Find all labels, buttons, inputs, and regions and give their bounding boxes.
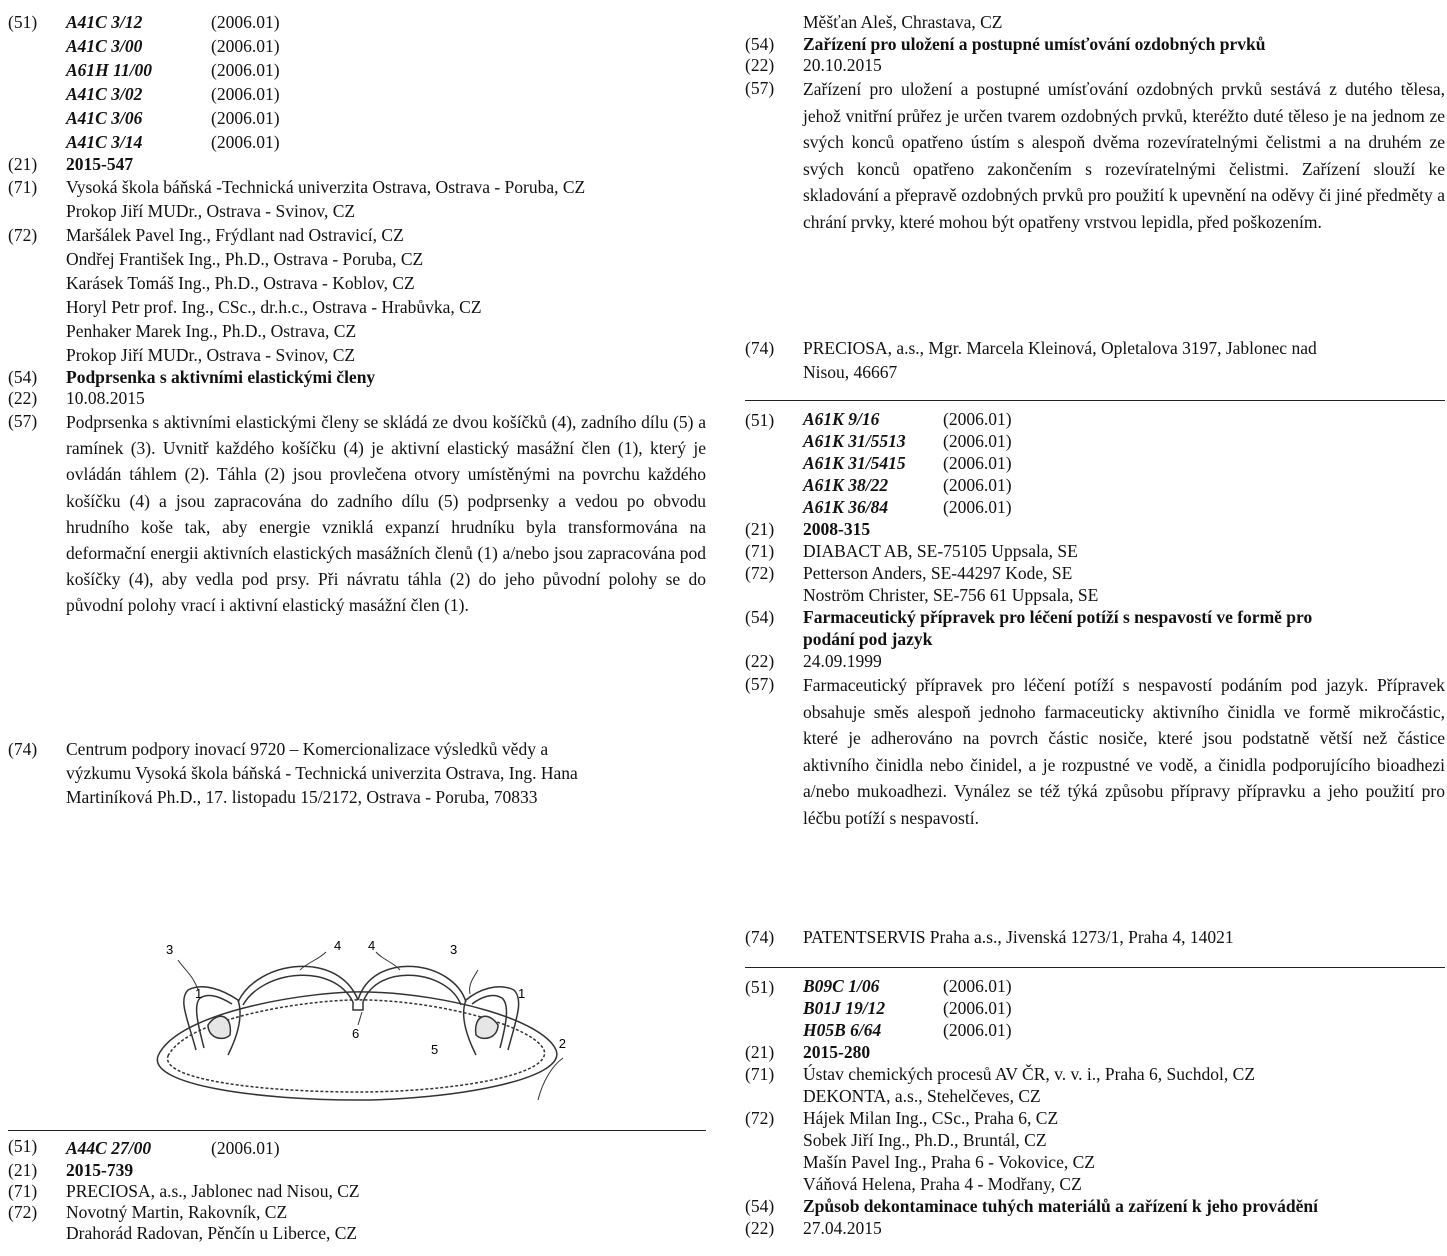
inid-72: (72) <box>745 563 775 583</box>
applicant: DIABACT AB, SE-75105 Uppsala, SE <box>803 541 1078 561</box>
inid-51: (51) <box>8 1136 38 1156</box>
inid-51: (51) <box>745 410 775 430</box>
agent-line: Martiníková Ph.D., 17. listopadu 15/2172, Ostrava - Poruba, 70833 <box>66 787 538 807</box>
inid-22: (22) <box>745 55 775 75</box>
inventor: Horyl Petr prof. Ing., CSc., dr.h.c., Ostrava - Hrabůvka, CZ <box>66 297 482 317</box>
inid-74: (74) <box>8 739 38 759</box>
class-version: (2006.01) <box>943 497 1012 517</box>
application-number: 2015-280 <box>803 1042 871 1062</box>
inid-72: (72) <box>8 225 38 245</box>
inventor: Měšťan Aleš, Chrastava, CZ <box>803 12 1003 32</box>
class-version: (2006.01) <box>211 12 280 32</box>
filing-date: 24.09.1999 <box>803 651 882 671</box>
inid-57: (57) <box>745 674 775 694</box>
class-code: A41C 3/12 <box>66 12 143 32</box>
inventor: Váňová Helena, Praha 4 - Modřany, CZ <box>803 1174 1082 1194</box>
inventor: Penhaker Marek Ing., Ph.D., Ostrava, CZ <box>66 321 357 341</box>
class-code: B09C 1/06 <box>803 976 880 996</box>
class-code: A41C 3/06 <box>66 108 143 128</box>
inid-54: (54) <box>8 367 38 387</box>
filing-date: 20.10.2015 <box>803 55 882 75</box>
class-code: A41C 3/00 <box>66 36 143 56</box>
inid-72: (72) <box>8 1202 38 1222</box>
class-version: (2006.01) <box>943 453 1012 473</box>
figure-label: 5 <box>431 1042 439 1057</box>
inid-71: (71) <box>745 541 775 561</box>
inid-71: (71) <box>745 1064 775 1084</box>
class-version: (2006.01) <box>943 976 1012 996</box>
inid-22: (22) <box>8 388 38 408</box>
inventor: Prokop Jiří MUDr., Ostrava - Svinov, CZ <box>66 345 356 365</box>
class-code: A44C 27/00 <box>66 1138 152 1158</box>
application-number: 2008-315 <box>803 519 871 539</box>
title-line: Farmaceutický přípravek pro léčení potíží s nespavostí ve formě pro <box>803 607 1313 627</box>
agent-line: výzkumu Vysoká škola báňská - Technická univerzita Ostrava, Ing. Hana <box>66 763 578 783</box>
patent-title <box>803 606 1445 650</box>
class-code: A61H 11/00 <box>66 60 153 80</box>
class-code: A41C 3/02 <box>66 84 143 104</box>
agent-block <box>8 737 708 809</box>
entry-2015-547 <box>8 10 708 619</box>
class-code: A61K 38/22 <box>803 475 889 495</box>
filing-date: 27.04.2015 <box>803 1218 882 1238</box>
figure-label: 1 <box>195 986 203 1001</box>
divider <box>745 967 1445 968</box>
patent-title: Podprsenka s aktivními elastickými členy <box>66 367 376 387</box>
inid-22: (22) <box>745 1218 775 1238</box>
class-code: H05B 6/64 <box>803 1020 882 1040</box>
inid-51: (51) <box>8 12 38 32</box>
class-code: A41C 3/14 <box>66 132 143 152</box>
inventor: Novotný Martin, Rakovník, CZ <box>66 1202 288 1222</box>
applicant: Vysoká škola báňská -Technická univerzita Ostrava, Ostrava - Poruba, CZ <box>66 177 586 197</box>
inid-72: (72) <box>745 1108 775 1128</box>
abstract: Podprsenka s aktivními elastickými členy se skládá ze dvou košíčků (4), zadního dílu (5) a ramínek (3). Uvnitř každého košíčku (4) je aktivní elastický masážní člen (1), který je ovládán táhlem (2). Táhla (2) jsou provlečena otvory umístěnými na povrchu každého košíčku (4) a jsou zapracována do zadního dílu (5) podprsenky a vedou po obvodu hrudního koše tak, aby energie vzniklá expanzí hrudníku byla transformována na deformační energii aktivních elastických masážních členů (1) a/nebo jsou zapracována pod košíčky (4), aby vedla pod prsy. Při návratu táhla (2) do jeho původní polohy se do původní polohy vrací i aktivní elastický masážní člen (1). <box>66 412 706 616</box>
inid-71: (71) <box>8 1181 38 1201</box>
class-code: A61K 31/5513 <box>803 431 906 451</box>
agent <box>66 737 708 809</box>
application-number: 2015-739 <box>66 1160 134 1180</box>
figure-label: 4 <box>368 938 376 953</box>
figure-label: 3 <box>450 942 458 957</box>
abstract: Farmaceutický přípravek pro léčení potíží s nespavostí podáním pod jazyk. Přípravek obsahuje směs alespoň jednoho farmaceuticky aktivního činidla ve formě mikročástic, které je adherováno na povrch částic nosiče, které jsou podstatně větší než částice aktivního činidla nebo činidel, a je rozpustné ve vodě, a činidla podporujícího bioadhezi a/nebo mukoadhezi. Vynález se též týká způsobu přípravy přípravku a jeho použití pro léčbu potíží s nespavostí. <box>803 675 1445 828</box>
figure-label: 6 <box>352 1026 360 1041</box>
agent-line: Centrum podpory inovací 9720 – Komercionalizace výsledků vědy a <box>66 739 549 759</box>
applicant: Ústav chemických procesů AV ČR, v. v. i., Praha 6, Suchdol, CZ <box>803 1064 1256 1084</box>
entry-2015-739 <box>8 1136 708 1244</box>
inid-21: (21) <box>8 154 38 174</box>
abstract: Zařízení pro uložení a postupné umísťování ozdobných prvků sestává z dutého tělesa, jehož vnitřní průřez je určen tvarem ozdobných prvků, kteréžto duté těleso je na jednom ze svých konců opatřeno ústím s alespoň dvěma rozevíratelnými čelistmi a na druhém ze svých konců opatřeno zakončením s rozevíratelnými čelistmi. Zařízení slouží ke skladování a přepravě ozdobných prvků pro použití k upevnění na oděvy či jiné předměty a chrání prvky, které mohou být opatřeny vrstvou lepidla, před poškozením. <box>803 79 1445 232</box>
agent <box>803 336 1445 384</box>
class-version: (2006.01) <box>211 36 280 56</box>
figure-label: 2 <box>558 1036 566 1051</box>
inventor: Petterson Anders, SE-44297 Kode, SE <box>803 563 1073 583</box>
agent-block <box>745 925 1445 949</box>
class-version: (2006.01) <box>211 132 280 152</box>
class-code: A61K 9/16 <box>803 409 880 429</box>
agent-line: PRECIOSA, a.s., Mgr. Marcela Kleinová, Opletalova 3197, Jablonec nad <box>803 338 1317 358</box>
inventor: Sobek Jiří Ing., Ph.D., Bruntál, CZ <box>803 1130 1047 1150</box>
inventor: Drahorád Radovan, Pěnčín u Liberce, CZ <box>66 1223 358 1243</box>
classification-list <box>803 408 1445 518</box>
inventor: Maršálek Pavel Ing., Frýdlant nad Ostravicí, CZ <box>66 225 404 245</box>
class-version: (2006.01) <box>211 60 280 80</box>
patent-title: Zařízení pro uložení a postupné umísťování ozdobných prvků <box>803 34 1266 54</box>
inid-54: (54) <box>745 1196 775 1216</box>
divider <box>745 400 1445 401</box>
class-version: (2006.01) <box>943 998 1012 1018</box>
bra-figure <box>148 930 568 1105</box>
entry-2015-739-cont <box>745 10 1445 235</box>
class-code: A61K 36/84 <box>803 497 889 517</box>
inid-54: (54) <box>745 34 775 54</box>
class-code: B01J 19/12 <box>803 998 886 1018</box>
class-version: (2006.01) <box>211 84 280 104</box>
inid-54: (54) <box>745 607 775 627</box>
agent: PATENTSERVIS Praha a.s., Jivenská 1273/1, Praha 4, 14021 <box>803 927 1234 947</box>
figure-label: 4 <box>334 938 342 953</box>
classification-list <box>803 975 1445 1041</box>
inid-51: (51) <box>745 977 775 997</box>
inid-71: (71) <box>8 177 38 197</box>
inventor: Hájek Milan Ing., CSc., Praha 6, CZ <box>803 1108 1059 1128</box>
agent-block <box>745 336 1445 384</box>
class-version: (2006.01) <box>211 108 280 128</box>
class-version: (2006.01) <box>211 1138 280 1158</box>
inid-21: (21) <box>8 1160 38 1180</box>
inid-21: (21) <box>745 1042 775 1062</box>
patent-title: Způsob dekontaminace tuhých materiálů a zařízení k jeho provádění <box>803 1196 1318 1216</box>
entry-2015-280 <box>745 975 1445 1239</box>
class-version: (2006.01) <box>943 475 1012 495</box>
applicant: DEKONTA, a.s., Stehelčeves, CZ <box>803 1086 1041 1106</box>
inid-57: (57) <box>745 78 775 98</box>
agent-line: Nisou, 46667 <box>803 362 898 382</box>
class-version: (2006.01) <box>943 431 1012 451</box>
inventors <box>66 223 708 367</box>
applicants <box>66 175 708 223</box>
inid-22: (22) <box>745 651 775 671</box>
classification-list <box>66 10 708 154</box>
inventor: Ondřej František Ing., Ph.D., Ostrava - Poruba, CZ <box>66 249 424 269</box>
inid-57: (57) <box>8 411 38 431</box>
inventors <box>803 1107 1445 1195</box>
figure-label: 3 <box>166 942 174 957</box>
inventors <box>66 1202 708 1244</box>
inid-74: (74) <box>745 927 775 947</box>
inid-74: (74) <box>745 338 775 358</box>
class-code: A61K 31/5415 <box>803 453 906 473</box>
applicant: Prokop Jiří MUDr., Ostrava - Svinov, CZ <box>66 201 356 221</box>
inventor: Karásek Tomáš Ing., Ph.D., Ostrava - Koblov, CZ <box>66 273 415 293</box>
figure-label: 1 <box>518 986 526 1001</box>
filing-date: 10.08.2015 <box>66 388 145 408</box>
divider <box>8 1130 706 1131</box>
entry-2008-315 <box>745 408 1445 831</box>
inid-21: (21) <box>745 519 775 539</box>
application-number: 2015-547 <box>66 154 134 174</box>
applicant: PRECIOSA, a.s., Jablonec nad Nisou, CZ <box>66 1181 360 1201</box>
title-line: podání pod jazyk <box>803 629 933 649</box>
inventor: Noström Christer, SE-756 61 Uppsala, SE <box>803 585 1099 605</box>
class-version: (2006.01) <box>943 1020 1012 1040</box>
applicants <box>803 1063 1445 1107</box>
inventor: Mašín Pavel Ing., Praha 6 - Vokovice, CZ <box>803 1152 1095 1172</box>
inventors <box>803 562 1445 606</box>
class-version: (2006.01) <box>943 409 1012 429</box>
